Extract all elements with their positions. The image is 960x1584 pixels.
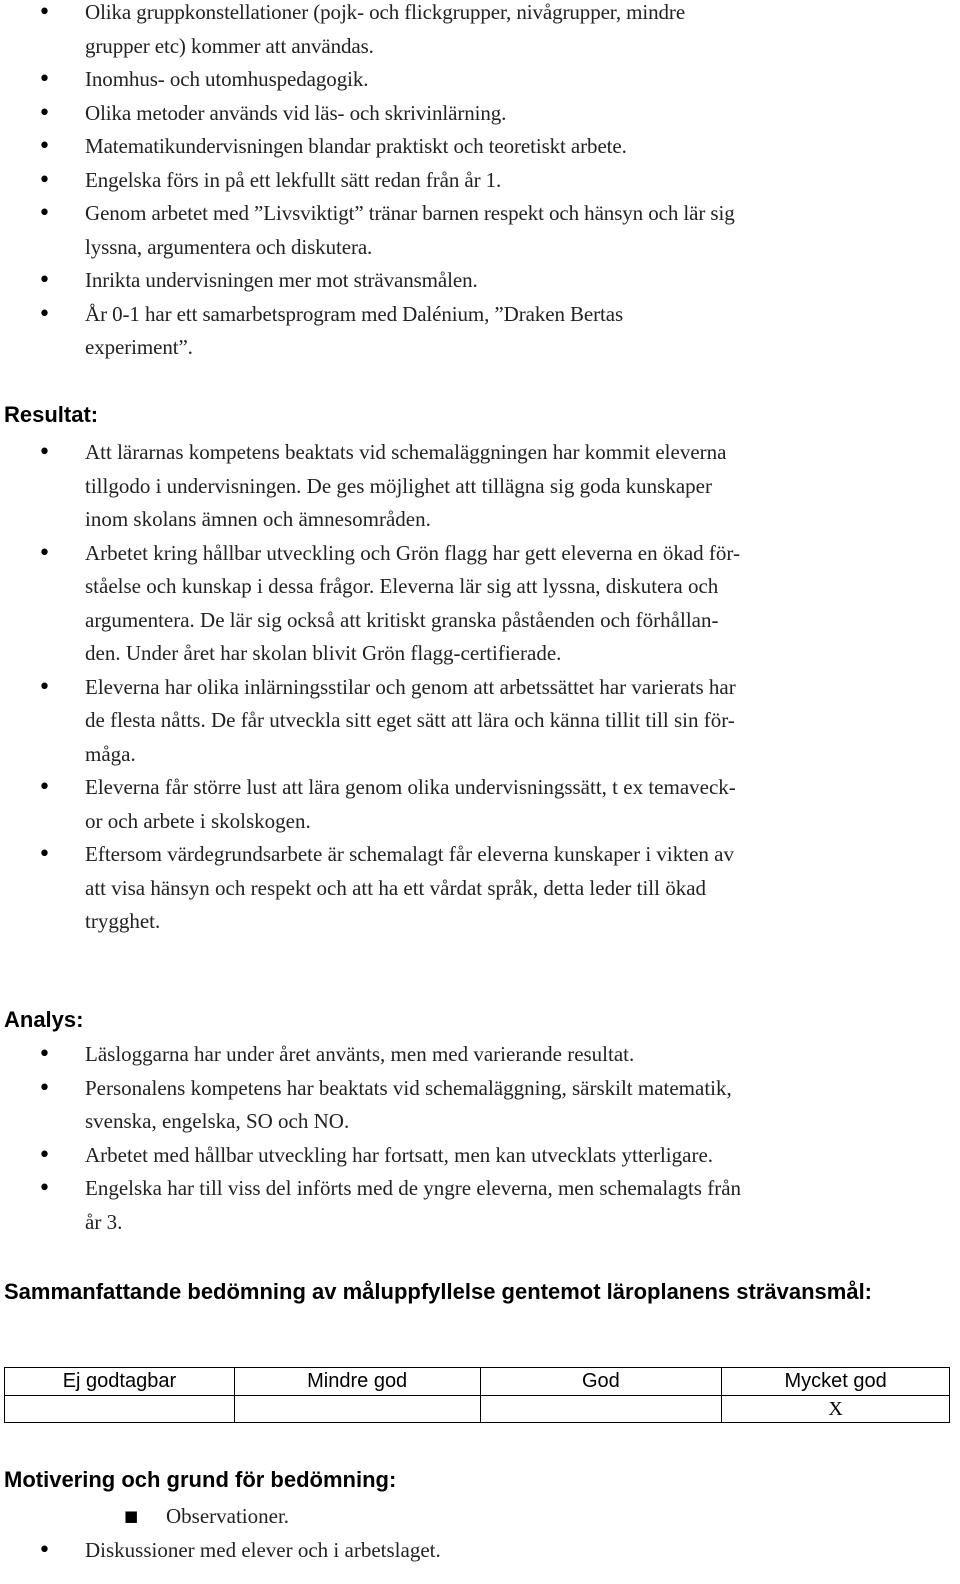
- grade-mark-mycket-god: X: [722, 1396, 950, 1423]
- list-item: [0, 1172, 955, 1239]
- list-item: [0, 671, 955, 772]
- list-item: [0, 1534, 955, 1568]
- list-item-line: Läsloggarna har under året använts, men med varierande resultat.: [85, 1042, 635, 1066]
- list-item-line: grupper etc) kommer att användas.: [85, 33, 374, 58]
- bullet-icon: •: [38, 268, 51, 293]
- list-item-line: argumentera. De lär sig också att kritiskt granska påståenden och förhållan-: [85, 607, 719, 632]
- list-item-line: trygghet.: [85, 909, 161, 933]
- list-item: [0, 197, 955, 264]
- grade-col-god: God: [480, 1368, 722, 1396]
- list-item: [0, 537, 955, 671]
- list-item-line: Olika metoder används vid läs- och skrivinlärning.: [85, 100, 507, 125]
- motivering-bullet-list: [0, 1500, 955, 1567]
- list-item: [0, 97, 955, 131]
- grade-mark-god: [480, 1396, 722, 1423]
- list-item: [0, 164, 955, 198]
- list-item: [0, 264, 955, 298]
- bullet-icon: •: [38, 1142, 51, 1168]
- list-item-line: tillgodo i undervisningen. De ges möjlighet att tillägna sig goda kunskaper: [85, 473, 712, 498]
- bullet-icon: •: [38, 167, 51, 193]
- list-item-line: Engelska förs in på ett lekfullt sätt redan från år 1.: [85, 167, 502, 192]
- bullet-icon: •: [38, 1042, 51, 1067]
- list-item-line: Personalens kompetens har beaktats vid schemaläggning, särskilt matematik,: [85, 1075, 732, 1100]
- bullet-icon: •: [38, 674, 51, 700]
- list-item: [0, 771, 955, 838]
- list-item: [0, 63, 955, 97]
- list-item-text: Diskussioner med elever och i arbetslaget.: [85, 1537, 441, 1562]
- motivering-heading: Motivering och grund för bedömning:: [4, 1467, 397, 1492]
- bullet-icon: •: [38, 775, 51, 800]
- list-item: [0, 1500, 955, 1534]
- analys-heading: Analys:: [4, 1007, 84, 1032]
- list-item-line: Eftersom värdegrundsarbete är schemalagt får eleverna kunskaper i vikten av: [85, 842, 734, 866]
- list-item-line: år 3.: [85, 1209, 123, 1234]
- bullet-icon: •: [38, 201, 51, 226]
- analys-bullet-list: [0, 1038, 955, 1239]
- bullet-icon: •: [38, 440, 51, 465]
- square-bullet-icon: ■: [124, 1507, 139, 1525]
- list-item-line: den. Under året har skolan blivit Grön flagg-certifierade.: [85, 641, 562, 665]
- bullet-icon: •: [38, 134, 51, 159]
- list-item-line: Inrikta undervisningen mer mot strävansmålen.: [85, 268, 478, 292]
- list-item-line: att visa hänsyn och respekt och att ha ett vårdat språk, detta leder till ökad: [85, 875, 707, 900]
- list-item-line: måga.: [85, 741, 136, 766]
- list-item-line: lyssna, argumentera och diskutera.: [85, 234, 373, 259]
- list-item: [0, 0, 955, 63]
- bullet-icon: •: [38, 1176, 51, 1201]
- grade-header-row: [5, 1368, 950, 1396]
- list-item-line: or och arbete i skolskogen.: [85, 808, 311, 833]
- grade-col-mindre-god: Mindre god: [234, 1368, 480, 1396]
- bullet-icon: •: [38, 1537, 51, 1563]
- list-item-line: inom skolans ämnen och ämnesområden.: [85, 507, 431, 531]
- resultat-heading: Resultat:: [4, 402, 99, 427]
- list-item: [0, 1038, 955, 1072]
- bullet-icon: •: [38, 842, 51, 867]
- grade-table: [4, 1367, 950, 1423]
- list-item: [0, 130, 955, 164]
- list-item-line: ståelse och kunskap i dessa frågor. Eleverna lär sig att lyssna, diskutera och: [85, 574, 719, 598]
- list-item: [0, 1072, 955, 1139]
- list-item-line: Eleverna får större lust att lära genom olika undervisningssätt, t ex temaveck-: [85, 775, 736, 799]
- list-item-line: Matematikundervisningen blandar praktiskt och teoretiskt arbete.: [85, 134, 627, 158]
- list-item-line: Inomhus- och utomhuspedagogik.: [85, 67, 369, 91]
- bullet-icon: •: [38, 100, 51, 126]
- list-item-line: Arbetet kring hållbar utveckling och Grön flagg har gett eleverna en ökad för-: [85, 540, 740, 565]
- intro-bullet-list: [0, 0, 955, 365]
- list-item-line: Att lärarnas kompetens beaktats vid schemaläggningen har kommit eleverna: [85, 440, 727, 464]
- bullet-icon: •: [38, 540, 51, 566]
- list-item: [0, 298, 955, 365]
- grade-col-mycket-god: Mycket god: [722, 1368, 950, 1396]
- list-item-line: Eleverna har olika inlärningsstilar och genom att arbetssättet har varierats har: [85, 674, 736, 699]
- bedomning-heading: Sammanfattande bedömning av måluppfyllelse gentemot läroplanens strävansmål:: [4, 1279, 873, 1304]
- grade-mark-mindre-god: [234, 1396, 480, 1423]
- bullet-icon: •: [38, 67, 51, 92]
- grade-mark-ej-godtagbar: [5, 1396, 235, 1423]
- list-item-line: Arbetet med hållbar utveckling har fortsatt, men kan utvecklats ytterligare.: [85, 1142, 714, 1167]
- list-item: [0, 1139, 955, 1173]
- resultat-bullet-list: [0, 436, 955, 939]
- bullet-icon: •: [38, 0, 51, 25]
- bullet-icon: •: [38, 301, 51, 327]
- list-item-line: de flesta nåtts. De får utveckla sitt eget sätt att lära och känna tillit till sin för-: [85, 708, 735, 732]
- list-item-text: Observationer.: [166, 1504, 290, 1528]
- list-item-line: experiment”.: [85, 335, 193, 359]
- list-item-line: År 0-1 har ett samarbetsprogram med Dalénium, ”Draken Bertas: [85, 301, 624, 326]
- list-item: [0, 838, 955, 939]
- bullet-icon: •: [38, 1075, 51, 1101]
- list-item-line: Genom arbetet med ”Livsviktigt” tränar barnen respekt och hänsyn och lär sig: [85, 201, 735, 225]
- list-item: [0, 436, 955, 537]
- list-item-line: Engelska har till viss del införts med de yngre eleverna, men schemalagts från: [85, 1176, 742, 1200]
- list-item-line: svenska, engelska, SO och NO.: [85, 1109, 350, 1133]
- list-item-line: Olika gruppkonstellationer (pojk- och flickgrupper, nivågrupper, mindre: [85, 0, 686, 24]
- grade-col-ej-godtagbar: Ej godtagbar: [5, 1368, 235, 1396]
- grade-mark-row: [5, 1396, 950, 1423]
